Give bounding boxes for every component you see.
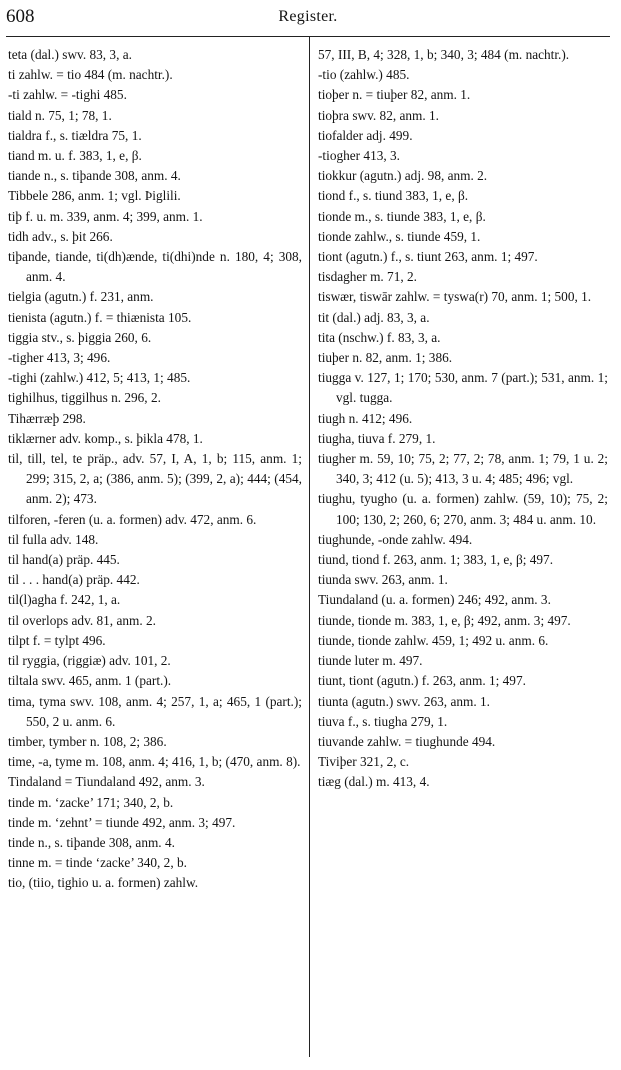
index-entry: timber, tymber n. 108, 2; 386.	[8, 733, 167, 749]
index-entry: tidh adv., s. þit 266.	[8, 228, 113, 244]
column-divider	[309, 37, 310, 1057]
index-entry: tiand m. u. f. 383, 1, e, β.	[8, 148, 142, 164]
index-entry: tiswær, tiswār zahlw. = tyswa(r) 70, anm. 1; 500, 1.	[318, 289, 592, 305]
index-entry: -tigher 413, 3; 496.	[8, 350, 111, 366]
index-entry: Tiundaland (u. a. formen) 246; 492, anm. 3.	[318, 592, 551, 608]
index-entry: til fulla adv. 148.	[8, 531, 99, 547]
index-entry: time, -a, tyme m. 108, anm. 4; 416, 1, b; (470, anm. 8).	[8, 754, 301, 770]
left-column	[8, 45, 302, 894]
index-entry: tiunde luter m. 497.	[318, 653, 423, 669]
index-entry: tinne m. = tinde ‘zacke’ 340, 2, b.	[8, 855, 187, 871]
index-entry: tisdagher m. 71, 2.	[318, 269, 417, 285]
index-entry: Tibbele 286, anm. 1; vgl. Þiglili.	[8, 188, 181, 204]
index-entry: tiuvande zahlw. = tiughunde 494.	[318, 733, 496, 749]
index-entry: tiande n., s. tiþande 308, anm. 4.	[8, 168, 181, 184]
page-number: 608	[6, 6, 35, 27]
index-entry: tiþ f. u. m. 339, anm. 4; 399, anm. 1.	[8, 208, 203, 224]
index-entry: tialdra f., s. tiældra 75, 1.	[8, 127, 142, 143]
index-entry: tiugga v. 127, 1; 170; 530, anm. 7 (part.); 531, anm. 1; vgl. tugga.	[318, 370, 608, 406]
index-entry: tiunta (agutn.) swv. 263, anm. 1.	[318, 693, 490, 709]
index-entry: tiokkur (agutn.) adj. 98, anm. 2.	[318, 168, 488, 184]
index-entry: tiggia stv., s. þiggia 260, 6.	[8, 329, 152, 345]
header-rule	[6, 36, 610, 37]
index-entry: tioþer n. = tiuþer 82, anm. 1.	[318, 87, 471, 103]
index-entry: tiunda swv. 263, anm. 1.	[318, 572, 448, 588]
index-entry: til hand(a) präp. 445.	[8, 552, 120, 568]
index-entry: tit (dal.) adj. 83, 3, a.	[318, 309, 430, 325]
index-entry: til, till, tel, te präp., adv. 57, I, A, 1, b; 115, anm. 1; 299; 315, 2, a; (386, anm. 5); (399, 2, a); 444; (454, anm. 2); 473.	[8, 451, 302, 507]
index-entry: tiltala swv. 465, anm. 1 (part.).	[8, 673, 172, 689]
index-entry: tinde m. ‘zehnt’ = tiunde 492, anm. 3; 497.	[8, 814, 236, 830]
index-entry: tiunt, tiont (agutn.) f. 263, anm. 1; 497.	[318, 673, 526, 689]
index-entry: tiugha, tiuva f. 279, 1.	[318, 430, 436, 446]
index-entry: tilpt f. = tylpt 496.	[8, 632, 106, 648]
index-entry: tinde n., s. tiþande 308, anm. 4.	[8, 834, 175, 850]
index-entry: tiuva f., s. tiugha 279, 1.	[318, 713, 448, 729]
running-head: Register.	[278, 8, 338, 25]
right-column	[318, 45, 608, 793]
index-entry: tiond f., s. tiund 383, 1, e, β.	[318, 188, 469, 204]
index-entry: tiald n. 75, 1; 78, 1.	[8, 107, 112, 123]
index-entry: til(l)agha f. 242, 1, a.	[8, 592, 121, 608]
index-entry: tiþande, tiande, ti(dh)ænde, ti(dhi)nde n. 180, 4; 308, anm. 4.	[8, 249, 302, 285]
index-entry: tighilhus, tiggilhus n. 296, 2.	[8, 390, 161, 406]
index-entry: tima, tyma swv. 108, anm. 4; 257, 1, a; 465, 1 (part.); 550, 2 u. anm. 6.	[8, 693, 302, 729]
page-header	[6, 6, 610, 34]
index-entry: tiughunde, -onde zahlw. 494.	[318, 531, 473, 547]
index-entry: tita (nschw.) f. 83, 3, a.	[318, 329, 441, 345]
index-entry: tiklærner adv. komp., s. þikla 478, 1.	[8, 430, 203, 446]
index-entry: til overlops adv. 81, anm. 2.	[8, 612, 156, 628]
index-entry: -tiogher 413, 3.	[318, 148, 400, 164]
index-entry: tiunde, tionde zahlw. 459, 1; 492 u. anm. 6.	[318, 632, 549, 648]
index-entry: tionde zahlw., s. tiunde 459, 1.	[318, 228, 481, 244]
index-entry: tiughu, tyugho (u. a. formen) zahlw. (59, 10); 75, 2; 100; 130, 2; 260, 6; 270, anm. 3; 484 u. anm. 10.	[318, 491, 608, 527]
index-entry: tiund, tiond f. 263, anm. 1; 383, 1, e, β; 497.	[318, 552, 554, 568]
index-entry: -tio (zahlw.) 485.	[318, 67, 410, 83]
index-entry: Tindaland = Tiundaland 492, anm. 3.	[8, 774, 205, 790]
index-entry: tiont (agutn.) f., s. tiunt 263, anm. 1; 497.	[318, 249, 538, 265]
index-entry: tiofalder adj. 499.	[318, 127, 413, 143]
index-entry: teta (dal.) swv. 83, 3, a.	[8, 47, 132, 62]
index-entry: tielgia (agutn.) f. 231, anm.	[8, 289, 154, 305]
index-entry: tienista (agutn.) f. = thiænista 105.	[8, 309, 192, 325]
index-entry: tiunde, tionde m. 383, 1, e, β; 492, anm. 3; 497.	[318, 612, 571, 628]
index-entry: 57, III, B, 4; 328, 1, b; 340, 3; 484 (m. nachtr.).	[318, 47, 570, 62]
index-entry: tiugher m. 59, 10; 75, 2; 77, 2; 78, anm. 1; 79, 1 u. 2; 340, 3; 412 (u. 5); 413, 3 u. 4; 485; 496; vgl.	[318, 451, 608, 487]
index-entry: -tighi (zahlw.) 412, 5; 413, 1; 485.	[8, 370, 191, 386]
index-entry: tiuþer n. 82, anm. 1; 386.	[318, 350, 453, 366]
index-entry: til . . . hand(a) präp. 442.	[8, 572, 140, 588]
index-entry: Tihærræþ 298.	[8, 410, 86, 426]
index-entry: til ryggia, (riggiæ) adv. 101, 2.	[8, 653, 171, 669]
index-entry: tioþra swv. 82, anm. 1.	[318, 107, 440, 123]
index-entry: tiugh n. 412; 496.	[318, 410, 413, 426]
index-entry: tionde m., s. tiunde 383, 1, e, β.	[318, 208, 486, 224]
index-entry: tio, (tiio, tighio u. a. formen) zahlw.	[8, 875, 199, 891]
index-entry: tilforen, -feren (u. a. formen) adv. 472, anm. 6.	[8, 511, 257, 527]
index-entry: tinde m. ‘zacke’ 171; 340, 2, b.	[8, 794, 174, 810]
index-entry: -ti zahlw. = -tighi 485.	[8, 87, 127, 103]
index-entry: tiæg (dal.) m. 413, 4.	[318, 774, 430, 790]
index-entry: Tiviþer 321, 2, c.	[318, 754, 410, 770]
index-entry: ti zahlw. = tio 484 (m. nachtr.).	[8, 67, 173, 83]
